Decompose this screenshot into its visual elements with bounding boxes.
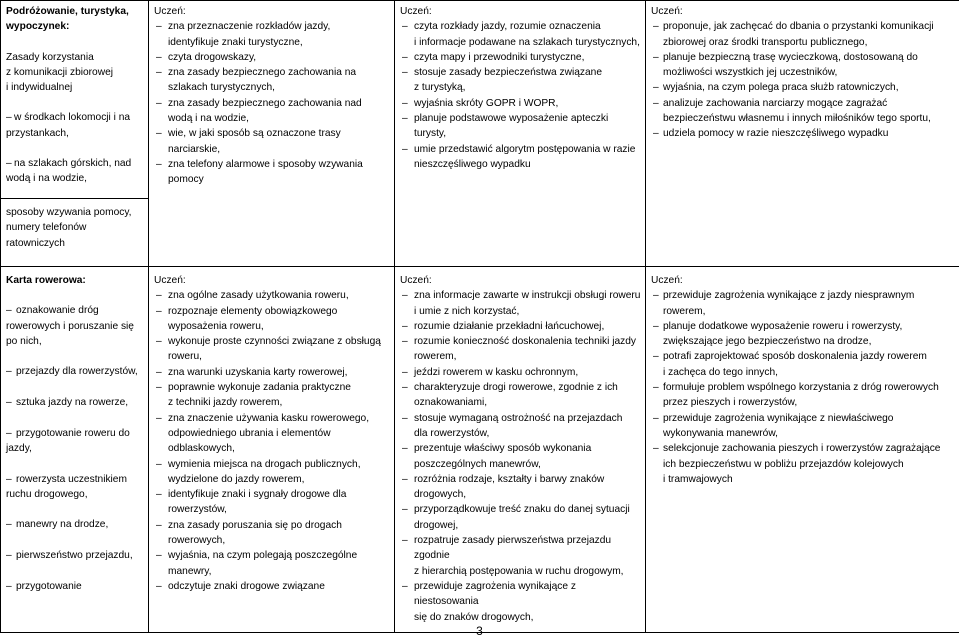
requirement-item-line: – zna przeznaczenie rozkładów jazdy, [154, 19, 391, 34]
requirement-item-line: – jeździ rowerem w kasku ochronnym, [400, 365, 642, 380]
requirement-item [154, 518, 391, 549]
requirement-item [154, 126, 391, 157]
requirement-item [651, 319, 956, 350]
requirement-item [154, 548, 391, 579]
requirement-item [651, 411, 956, 442]
topic-title: Podróżowanie, turystyka, [6, 6, 129, 17]
requirement-item-line: – przewiduje zagrożenia wynikające z niewłaściwego [651, 411, 956, 426]
topic-item-line: – w środkach lokomocji i na [6, 110, 145, 125]
requirement-item-line: pomocy [168, 174, 204, 186]
requirement-item [400, 111, 642, 142]
spacer [6, 288, 145, 303]
requirement-item-line: z techniki jazdy rowerem, [168, 397, 283, 409]
requirement-item-line: – zna telefony alarmowe i sposoby wzywania [154, 157, 391, 172]
requirement-item-line: poszczególnych manewrów, [414, 458, 541, 470]
requirement-item-line: – odczytuje znaki drogowe związane [154, 579, 391, 594]
topic-item-line: – przygotowanie [16, 580, 82, 592]
requirement-item-line: rowerem, [414, 351, 457, 363]
requirement-item [651, 50, 956, 81]
requirement-item [400, 142, 642, 173]
requirement-item-line: – przyporządkowuje treść znaku do danej sytuacji [400, 502, 642, 517]
requirement-item [154, 288, 391, 303]
requirement-item-line: – rozpatruje zasady pierwszeństwa przejazdu zgodnie [400, 533, 642, 564]
requirement-item-line: – zna warunki uzyskania karty rowerowej, [154, 365, 391, 380]
requirement-item-line: – zna zasady bezpiecznego zachowania na [154, 65, 391, 80]
topic-extra: ratowniczych [6, 237, 65, 249]
student-header: Uczeń: [651, 275, 683, 286]
travel-extended-cell [395, 1, 646, 267]
requirement-item-line: szlakach turystycznych, [168, 82, 276, 94]
topic-item [6, 364, 145, 379]
requirement-item-line: – wyjaśnia skróty GOPR i WOPR, [400, 96, 642, 111]
requirement-item-line: – zna ogólne zasady użytkowania roweru, [154, 288, 391, 303]
requirement-item-line: – rozumie działanie przekładni łańcuchowej, [400, 319, 642, 334]
requirement-item [400, 319, 642, 334]
requirement-item [651, 380, 956, 411]
requirement-item-line: odblaskowych, [168, 443, 235, 455]
topic-item [6, 156, 145, 187]
topic-item-line: – pierwszeństwo przejazdu, [16, 550, 133, 562]
topic-extra: numery telefonów [6, 222, 87, 234]
topic-item [6, 303, 145, 349]
requirement-item-line: i zachęca do tego innych, [663, 366, 778, 378]
requirement-item-line: manewry, [168, 565, 212, 577]
requirement-item-line: – identyfikuje znaki i sygnały drogowe dla [154, 487, 391, 502]
requirement-item-line: – wyjaśnia, na czym polegają poszczególne [154, 548, 391, 563]
requirement-item [154, 334, 391, 365]
requirement-item [651, 441, 956, 487]
topic-item-line: rowerowych i poruszanie się [6, 320, 134, 332]
requirement-item-line: możliwości wszystkich jej uczestników, [663, 67, 838, 79]
requirement-item-line: ich bezpieczeństwu w pobliżu przejazdów kolejowych [663, 458, 904, 470]
requirement-item [154, 19, 391, 50]
requirement-item [400, 65, 642, 96]
requirement-item-line: – formułuje problem wspólnego korzystania z dróg rowerowych [651, 380, 956, 395]
requirement-item-line: zwiększające jego bezpieczeństwo na drodze, [663, 336, 872, 348]
requirement-item-line: – przewiduje zagrożenia wynikające z niestosowania [400, 579, 642, 610]
requirement-item [400, 579, 642, 625]
requirement-item-line: – rozumie konieczność doskonalenia techniki jazdy [400, 334, 642, 349]
requirement-item-line: wyposażenia roweru, [168, 320, 264, 332]
topic-item-line: – rowerzysta uczestnikiem [16, 473, 127, 485]
requirement-item-line: – zna znaczenie używania kasku rowerowego, [154, 411, 391, 426]
requirement-item-line: – zna zasady poruszania się po drogach [154, 518, 391, 533]
requirement-item-line: drogowej, [414, 519, 459, 531]
requirement-item [400, 533, 642, 579]
requirement-item-line: – planuje bezpieczną trasę wycieczkową, dostosowaną do [651, 50, 956, 65]
requirement-item-line: – proponuje, jak zachęcać do dbania o przystanki komunikacji [651, 19, 956, 34]
requirement-item [400, 19, 642, 50]
requirement-item-line: – wykonuje proste czynności związane z obsługą [154, 334, 391, 349]
requirement-item-line: – selekcjonuje zachowania pieszych i rowerzystów zagrażające [651, 441, 956, 456]
requirement-item [154, 380, 391, 411]
travel-topic-cell [1, 1, 149, 199]
requirement-item [400, 365, 642, 380]
requirement-item [651, 349, 956, 380]
topic-title: wypoczynek: [6, 21, 70, 33]
requirement-item-line: dla rowerzystów, [414, 427, 490, 439]
topic-item-line: przystankach, [6, 127, 69, 139]
section-bike-row [1, 267, 959, 633]
requirement-item [154, 579, 391, 594]
requirement-item-line: – charakteryzuje drogi rowerowe, zgodnie z ich [400, 380, 642, 395]
requirement-item-line: roweru, [168, 351, 202, 363]
spacer [6, 35, 145, 50]
topic-item-line: – na szlakach górskich, nad [6, 156, 145, 171]
requirement-item-line: identyfikuje znaki turystyczne, [168, 36, 303, 48]
requirement-item [400, 441, 642, 472]
requirement-item-line: i tramwajowych [663, 473, 733, 485]
topic-title: Karta rowerowa: [6, 275, 86, 286]
requirement-item-line: – analizuje zachowania narciarzy mogące zagrażać [651, 96, 956, 111]
topic-intro: i indywidualnej [6, 82, 73, 94]
requirement-item [400, 288, 642, 319]
topic-item-line: – przejazdy dla rowerzystów, [16, 366, 138, 378]
student-header: Uczeń: [400, 275, 432, 286]
requirement-item [154, 365, 391, 380]
requirement-item [400, 334, 642, 365]
travel-topic-extra-cell [1, 199, 149, 267]
requirement-item-line: – czyta mapy i przewodniki turystyczne, [400, 50, 642, 65]
page-number: 3 [476, 624, 483, 638]
requirement-item-line: – planuje dodatkowe wyposażenie roweru i rowerzysty, [651, 319, 956, 334]
topic-intro: z komunikacji zbiorowej [6, 66, 114, 78]
requirement-item-line: – stosuje zasady bezpieczeństwa związane [400, 65, 642, 80]
requirement-item-line: rowerowych, [168, 535, 226, 547]
topic-intro: Zasady korzystania [6, 51, 94, 63]
topic-item [6, 579, 145, 594]
requirement-item [400, 411, 642, 442]
requirement-item [651, 96, 956, 127]
requirement-item-line: z hierarchią postępowania w ruchu drogowym, [414, 565, 624, 577]
requirement-item-line: – planuje podstawowe wyposażenie apteczki turysty, [400, 111, 642, 142]
topic-item [6, 517, 145, 532]
requirement-item-line: przez pieszych i rowerzystów, [663, 397, 798, 409]
requirement-item [154, 487, 391, 518]
requirement-item-line: z turystyką, [414, 82, 466, 94]
requirement-item-line: – rozróżnia rodzaje, kształty i barwy znaków [400, 472, 642, 487]
requirement-item-line: rowerzystów, [168, 504, 227, 516]
requirement-item [154, 411, 391, 457]
bike-basic-cell [149, 267, 395, 633]
requirement-item-line: i informacje podawane na szlakach turystycznych, [414, 36, 640, 48]
requirement-item-line: – wyjaśnia, na czym polega praca służb ratowniczych, [651, 80, 956, 95]
student-header: Uczeń: [651, 6, 683, 17]
requirement-item [154, 304, 391, 335]
spacer [6, 141, 145, 156]
topic-item [6, 395, 145, 410]
requirement-item-line: się do znaków drogowych, [414, 611, 534, 623]
requirement-item-line: narciarskie, [168, 143, 221, 155]
requirement-item-line: – rozpoznaje elementy obowiązkowego [154, 304, 391, 319]
requirement-item-line: nieszczęśliwego wypadku [414, 158, 531, 170]
requirement-item-line: – udziela pomocy w razie nieszczęśliwego wypadku [651, 126, 956, 141]
student-header: Uczeń: [154, 275, 186, 286]
requirement-item-line: i umie z nich korzystać, [414, 305, 520, 317]
topic-item-line: – przygotowanie roweru do [16, 427, 130, 439]
requirement-item-line: wydzielone do jazdy rowerem, [168, 473, 305, 485]
requirement-item [154, 65, 391, 96]
student-header: Uczeń: [400, 6, 432, 17]
requirement-item [154, 157, 391, 188]
travel-basic-cell [149, 1, 395, 267]
requirement-item [154, 457, 391, 488]
topic-item-line: – sztuka jazdy na rowerze, [16, 397, 129, 409]
requirement-item-line: – wie, w jaki sposób są oznaczone trasy [154, 126, 391, 141]
requirement-item [400, 380, 642, 411]
requirement-item-line: – przewiduje zagrożenia wynikające z jazdy niesprawnym [651, 288, 956, 303]
travel-advanced-cell [646, 1, 959, 267]
requirement-item [651, 288, 956, 319]
topic-item-line: – oznakowanie dróg [16, 305, 99, 317]
topic-item-line: ruchu drogowego, [6, 488, 88, 500]
topic-item-line: jazdy, [6, 442, 32, 454]
topic-item-line: wodą i na wodzie, [6, 173, 87, 185]
requirement-item-line: – umie przedstawić algorytm postępowania w razie [400, 142, 642, 157]
topic-item [6, 548, 145, 563]
requirement-item-line: wodą i na wodzie, [168, 113, 249, 125]
requirement-item-line: – wymienia miejsca na drogach publicznych, [154, 457, 391, 472]
requirement-item-line: oznakowaniami, [414, 397, 488, 409]
section-travel-row [1, 1, 959, 199]
requirement-item-line: – czyta rozkłady jazdy, rozumie oznaczenia [400, 19, 642, 34]
requirement-item [154, 50, 391, 65]
requirement-item-line: rowerem, [663, 305, 706, 317]
topic-item [6, 110, 145, 141]
requirement-item-line: zbiorowej oraz środki transportu publicznego, [663, 36, 868, 48]
requirement-item-line: odpowiedniego ubrania i elementów [168, 427, 331, 439]
requirement-item [400, 472, 642, 503]
bike-advanced-cell [646, 267, 959, 633]
requirement-item-line: – potrafi zaprojektować sposób doskonalenia jazdy rowerem [651, 349, 956, 364]
requirement-item-line: – prezentuje właściwy sposób wykonania [400, 441, 642, 456]
requirement-item-line: wykonywania manewrów, [663, 427, 778, 439]
topic-item-line: po nich, [6, 335, 42, 347]
requirement-item-line: drogowych, [414, 489, 467, 501]
topic-item [6, 472, 145, 503]
requirement-item [400, 50, 642, 65]
topic-extra: sposoby wzywania pomocy, [6, 207, 132, 218]
requirement-item [154, 96, 391, 127]
requirement-item [400, 502, 642, 533]
bike-topic-cell [1, 267, 149, 633]
topic-item-line: – manewry na drodze, [16, 519, 109, 531]
requirement-item-line: – zna informacje zawarte w instrukcji obsługi roweru [400, 288, 642, 303]
requirement-item-line: bezpieczeństwu własnemu i innych miłośników tego sportu, [663, 113, 931, 125]
requirement-item-line: – poprawnie wykonuje zadania praktyczne [154, 380, 391, 395]
topic-item [6, 426, 145, 457]
spacer [6, 95, 145, 110]
requirement-item [651, 126, 956, 141]
requirement-item [651, 80, 956, 95]
requirement-item-line: – stosuje wymaganą ostrożność na przejazdach [400, 411, 642, 426]
requirement-item [651, 19, 956, 50]
requirement-item-line: – czyta drogowskazy, [154, 50, 391, 65]
requirement-item [400, 96, 642, 111]
bike-extended-cell [395, 267, 646, 633]
requirement-item-line: – zna zasady bezpiecznego zachowania nad [154, 96, 391, 111]
student-header: Uczeń: [154, 6, 186, 17]
